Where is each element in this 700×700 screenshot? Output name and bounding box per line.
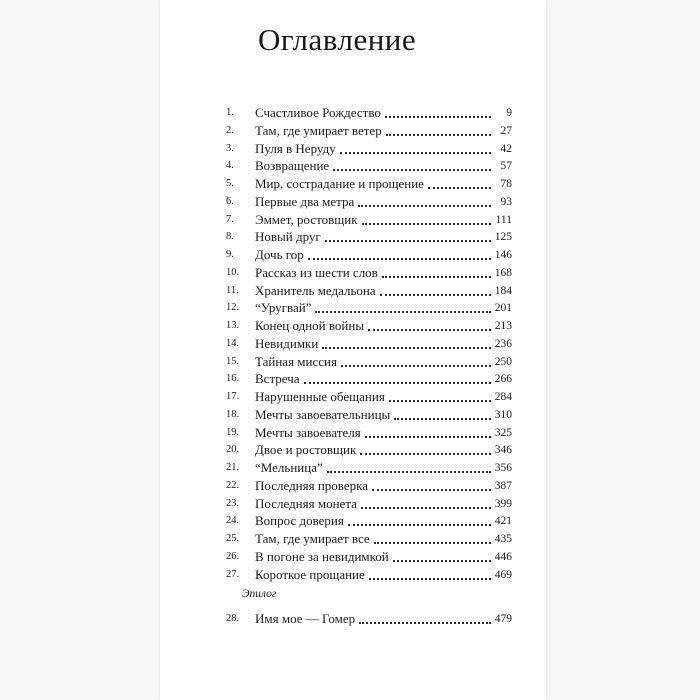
toc-entry: [226, 477, 512, 495]
toc-entry: [226, 566, 512, 584]
chapter-title: Счастливое Рождество: [255, 105, 381, 120]
page-number: 387: [494, 479, 512, 492]
chapter-number: 8.: [226, 231, 234, 243]
dot-leader: [325, 240, 491, 242]
page-number: 421: [494, 515, 512, 528]
dot-leader: [386, 134, 491, 136]
page-number: 325: [494, 426, 512, 439]
chapter-number: 26.: [226, 550, 240, 562]
dot-leader: [360, 453, 491, 455]
chapter-number: 17.: [226, 391, 240, 402]
toc-entry: [226, 140, 512, 158]
page-number: 146: [494, 249, 512, 261]
page-title: Оглавление: [258, 22, 417, 57]
dot-leader: [394, 418, 491, 420]
page-number: 78: [500, 178, 512, 190]
chapter-title: Первые два метра: [255, 193, 355, 209]
dot-leader: [308, 258, 491, 260]
dot-leader: [358, 205, 491, 207]
dot-leader: [393, 560, 491, 562]
dot-leader: [333, 169, 491, 171]
toc-entry: [226, 122, 512, 140]
page-number: 125: [494, 231, 512, 244]
chapter-title: “Уругвай”: [255, 300, 312, 316]
toc-entry: [226, 406, 512, 424]
toc-entry: [226, 193, 512, 211]
dot-leader: [361, 507, 491, 509]
dot-leader: [327, 471, 491, 473]
dot-leader: [389, 400, 491, 402]
dot-leader: [348, 524, 491, 526]
page-number: 310: [494, 408, 512, 421]
toc-entry: [226, 370, 512, 388]
chapter-title: Мечты завоевательницы: [255, 406, 391, 422]
epilogue-label: Эпилог: [242, 588, 277, 600]
toc-entry: [226, 175, 512, 193]
chapter-title: Нарушенные обещания: [255, 389, 385, 404]
chapter-number: 1.: [226, 107, 234, 118]
chapter-title: Конец одной войны: [255, 318, 365, 333]
chapter-number: 18.: [226, 408, 240, 420]
chapter-title: Эммет, ростовщик: [255, 211, 358, 227]
chapter-number: 27.: [226, 568, 240, 580]
page-number: 446: [494, 550, 512, 563]
chapter-title: В погоне за невидимкой: [255, 548, 389, 564]
chapter-title: Мечты завоевателя: [255, 424, 361, 440]
page-number: 9: [506, 107, 512, 119]
dot-leader: [304, 382, 491, 384]
chapter-title: Новый друг: [255, 229, 321, 245]
chapter-number: 23.: [226, 497, 240, 509]
dot-leader: [368, 329, 491, 331]
page-number: 469: [494, 568, 512, 581]
chapter-number: 9.: [226, 249, 234, 260]
page-number: 111: [495, 213, 512, 226]
chapter-number: 7.: [226, 213, 234, 225]
toc-entry: [226, 495, 512, 513]
toc-entry: [226, 548, 512, 566]
page-number: 57: [500, 160, 512, 173]
toc-entry: [226, 335, 512, 353]
toc-entry: [226, 246, 512, 264]
chapter-title: “Мельница”: [255, 460, 323, 475]
chapter-number: 21.: [226, 462, 240, 473]
chapter-title: Возвращение: [255, 158, 330, 174]
chapter-number: 5.: [226, 178, 234, 189]
dot-leader: [362, 223, 491, 225]
chapter-title: Короткое прощание: [255, 566, 365, 582]
dot-leader: [322, 347, 491, 349]
chapter-title: Дочь гор: [255, 247, 304, 262]
chapter-title: Рассказ из шести слов: [255, 264, 378, 280]
dot-leader: [428, 187, 491, 189]
toc-entry: [226, 388, 512, 406]
toc-entry: [226, 353, 512, 371]
toc-entry: [226, 441, 512, 459]
toc-entry: [226, 282, 512, 300]
chapter-number: 13.: [226, 320, 240, 331]
page-number: 435: [494, 533, 512, 545]
page-number: 184: [494, 284, 512, 297]
chapter-number: 10.: [226, 266, 240, 278]
page-number: 213: [494, 320, 512, 332]
chapter-title: Имя мое — Гомер: [255, 611, 356, 626]
chapter-title: Мир, сострадание и прощение: [255, 176, 424, 191]
chapter-title: Пуля в Неруду: [255, 140, 336, 156]
page-number: 201: [494, 302, 512, 315]
toc-entry: [226, 459, 512, 477]
dot-leader: [369, 578, 491, 580]
dot-leader: [315, 311, 491, 313]
chapter-number: 15.: [226, 355, 240, 367]
chapter-number: 3.: [226, 142, 234, 154]
chapter-title: Там, где умирает ветер: [255, 122, 382, 138]
page-number: 93: [500, 195, 512, 208]
toc-entry: [226, 104, 512, 122]
chapter-number: 16.: [226, 373, 240, 385]
chapter-title: Хранитель медальона: [255, 282, 376, 298]
dot-leader: [365, 436, 491, 438]
toc-entry: [226, 228, 512, 246]
toc-entry: [226, 211, 512, 229]
chapter-number: 4.: [226, 160, 234, 172]
chapter-title: Двое и ростовщик: [255, 442, 357, 458]
dot-leader: [372, 489, 491, 491]
chapter-title: Встреча: [255, 371, 300, 387]
page-number: 236: [494, 337, 512, 350]
page-number: 168: [494, 266, 512, 279]
dot-leader: [341, 365, 491, 367]
chapter-number: 14.: [226, 337, 240, 349]
page-number: 346: [494, 444, 512, 457]
toc-entry: [226, 264, 512, 282]
chapter-number: 20.: [226, 444, 240, 456]
chapter-title: Последняя проверка: [255, 477, 369, 493]
chapter-number: 25.: [226, 533, 240, 544]
dot-leader: [380, 294, 491, 296]
chapter-number: 6.: [226, 195, 234, 207]
chapter-number: 22.: [226, 479, 240, 491]
chapter-number: 28.: [226, 613, 240, 624]
dot-leader: [359, 622, 491, 624]
chapter-title: Там, где умирает все: [255, 531, 370, 546]
dot-leader: [382, 276, 491, 278]
page-number: 27: [500, 124, 512, 137]
page-number: 42: [500, 142, 512, 155]
page-number: 356: [494, 462, 512, 474]
chapter-title: Последняя монета: [255, 495, 357, 511]
toc-entry: [226, 512, 512, 530]
page-number: 250: [494, 355, 512, 368]
toc-entry: [226, 424, 512, 442]
toc-entry: [226, 530, 512, 548]
page-number: 266: [494, 373, 512, 386]
chapter-title: Невидимки: [255, 335, 319, 351]
chapter-number: 19.: [226, 426, 240, 438]
page-number: 399: [494, 497, 512, 510]
page-number: 284: [494, 391, 512, 403]
page-number: 479: [494, 613, 512, 625]
chapter-title: Вопрос доверия: [255, 513, 344, 529]
dot-leader: [374, 542, 491, 544]
chapter-number: 24.: [226, 515, 240, 527]
chapter-number: 11.: [226, 284, 239, 296]
toc-entry: [226, 610, 512, 628]
chapter-number: 2.: [226, 124, 234, 136]
dot-leader: [385, 116, 491, 118]
toc-entry: [226, 299, 512, 317]
toc-entry: [226, 317, 512, 335]
dot-leader: [340, 152, 491, 154]
chapter-number: 12.: [226, 302, 240, 314]
chapter-title: Тайная миссия: [255, 353, 337, 369]
toc-entry: [226, 157, 512, 175]
